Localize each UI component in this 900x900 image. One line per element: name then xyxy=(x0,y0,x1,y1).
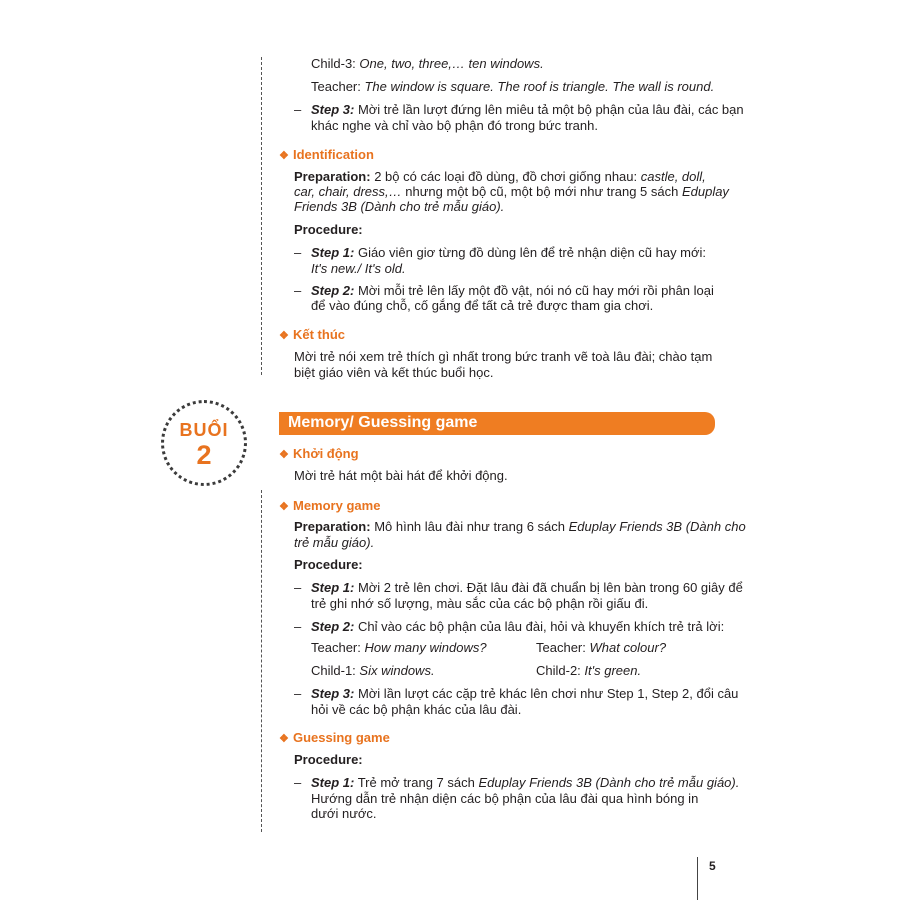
diamond-icon: ❖ xyxy=(279,330,289,342)
ending-line2: biệt giáo viên và kết thúc buổi học. xyxy=(294,365,494,380)
guessing-procedure: Procedure: xyxy=(294,752,363,767)
diamond-icon: ❖ xyxy=(279,150,289,162)
memory-step1-line2: trẻ ghi nhớ số lượng, màu sắc của các bộ phận rồi giấu đi. xyxy=(311,596,649,611)
guessing-step1-line3: dưới nước. xyxy=(311,806,377,821)
session-number: 2 xyxy=(196,440,212,470)
session-word: BUỔI xyxy=(179,420,229,440)
warmup-heading: ❖ Khởi động xyxy=(279,446,359,461)
margin-rule-bottom xyxy=(261,490,262,832)
ident-prep-line1: Preparation: 2 bộ có các loại đồ dùng, đồ chơi giống nhau: castle, doll, xyxy=(294,169,706,184)
ending-heading: ❖ Kết thúc xyxy=(279,327,345,342)
bullet-dash: – xyxy=(294,102,302,117)
ident-procedure: Procedure: xyxy=(294,222,363,237)
teacher-line: Teacher: The window is square. The roof is triangle. The wall is round. xyxy=(311,79,715,94)
memory-child2: Child-2: It's green. xyxy=(536,663,642,678)
memory-procedure: Procedure: xyxy=(294,557,363,572)
bullet-dash: – xyxy=(294,686,302,701)
memory-teacher2: Teacher: What colour? xyxy=(536,640,667,655)
memory-prep-line1: Preparation: Mô hình lâu đài như trang 6 sách Eduplay Friends 3B (Dành cho xyxy=(294,519,746,534)
memory-prep-line2: trẻ mẫu giáo). xyxy=(294,535,375,550)
section-banner-title: Memory/ Guessing game xyxy=(288,414,478,431)
ident-step2-line2: để vào đúng chỗ, cố gắng để tất cả trẻ được tham gia chơi. xyxy=(311,298,654,313)
bullet-dash: – xyxy=(294,283,302,298)
memory-step2-line1: Step 2: Chỉ vào các bộ phận của lâu đài, hỏi và khuyến khích trẻ trả lời: xyxy=(311,619,725,634)
guessing-step1-line2: Hướng dẫn trẻ nhận diện các bộ phận của lâu đài qua hình bóng in xyxy=(311,791,699,806)
step3-line1: Step 3: Mời trẻ lần lượt đứng lên miêu tả một bộ phận của lâu đài, các bạn xyxy=(311,102,744,117)
child3-line: Child-3: One, two, three,… ten windows. xyxy=(311,56,544,71)
memory-heading: ❖ Memory game xyxy=(279,498,381,513)
page-number: 5 xyxy=(709,859,716,873)
diamond-icon: ❖ xyxy=(279,501,289,513)
warmup-text: Mời trẻ hát một bài hát để khởi động. xyxy=(294,468,508,483)
bullet-dash: – xyxy=(294,619,302,634)
guessing-heading: ❖ Guessing game xyxy=(279,730,390,745)
ident-prep-line3: Friends 3B (Dành cho trẻ mẫu giáo). xyxy=(294,199,505,214)
ident-step1-line1: Step 1: Giáo viên giơ từng đồ dùng lên để trẻ nhận diện cũ hay mới: xyxy=(311,245,707,260)
ident-step2-line1: Step 2: Mời mỗi trẻ lên lấy một đồ vật, nói nó cũ hay mới rồi phân loại xyxy=(311,283,714,298)
ident-prep-line2: car, chair, dress,… nhưng một bộ cũ, một bộ mới như trang 5 sách Eduplay xyxy=(294,184,729,199)
ident-step1-line2: It's new./ It's old. xyxy=(311,261,406,276)
memory-step3-line2: hỏi về các bộ phận khác của lâu đài. xyxy=(311,702,522,717)
bullet-dash: – xyxy=(294,245,302,260)
diamond-icon: ❖ xyxy=(279,733,289,745)
bullet-dash: – xyxy=(294,775,302,790)
diamond-icon: ❖ xyxy=(279,449,289,461)
ending-line1: Mời trẻ nói xem trẻ thích gì nhất trong bức tranh vẽ toà lâu đài; chào tạm xyxy=(294,349,713,364)
margin-rule-top xyxy=(261,57,262,375)
memory-step3-line1: Step 3: Mời lần lượt các cặp trẻ khác lên chơi như Step 1, Step 2, đổi câu xyxy=(311,686,739,701)
memory-teacher1: Teacher: How many windows? xyxy=(311,640,487,655)
memory-step1-line1: Step 1: Mời 2 trẻ lên chơi. Đặt lâu đài đã chuẩn bị lên bàn trong 60 giây để xyxy=(311,580,743,595)
bullet-dash: – xyxy=(294,580,302,595)
section-banner xyxy=(279,412,715,435)
page-number-divider xyxy=(697,857,698,900)
identification-heading: ❖ Identification xyxy=(279,147,374,162)
guessing-step1-line1: Step 1: Trẻ mở trang 7 sách Eduplay Friends 3B (Dành cho trẻ mẫu giáo). xyxy=(311,775,740,790)
memory-child1: Child-1: Six windows. xyxy=(311,663,435,678)
step3-line2: khác nghe và chỉ vào bộ phận đó trong bức tranh. xyxy=(311,118,598,133)
